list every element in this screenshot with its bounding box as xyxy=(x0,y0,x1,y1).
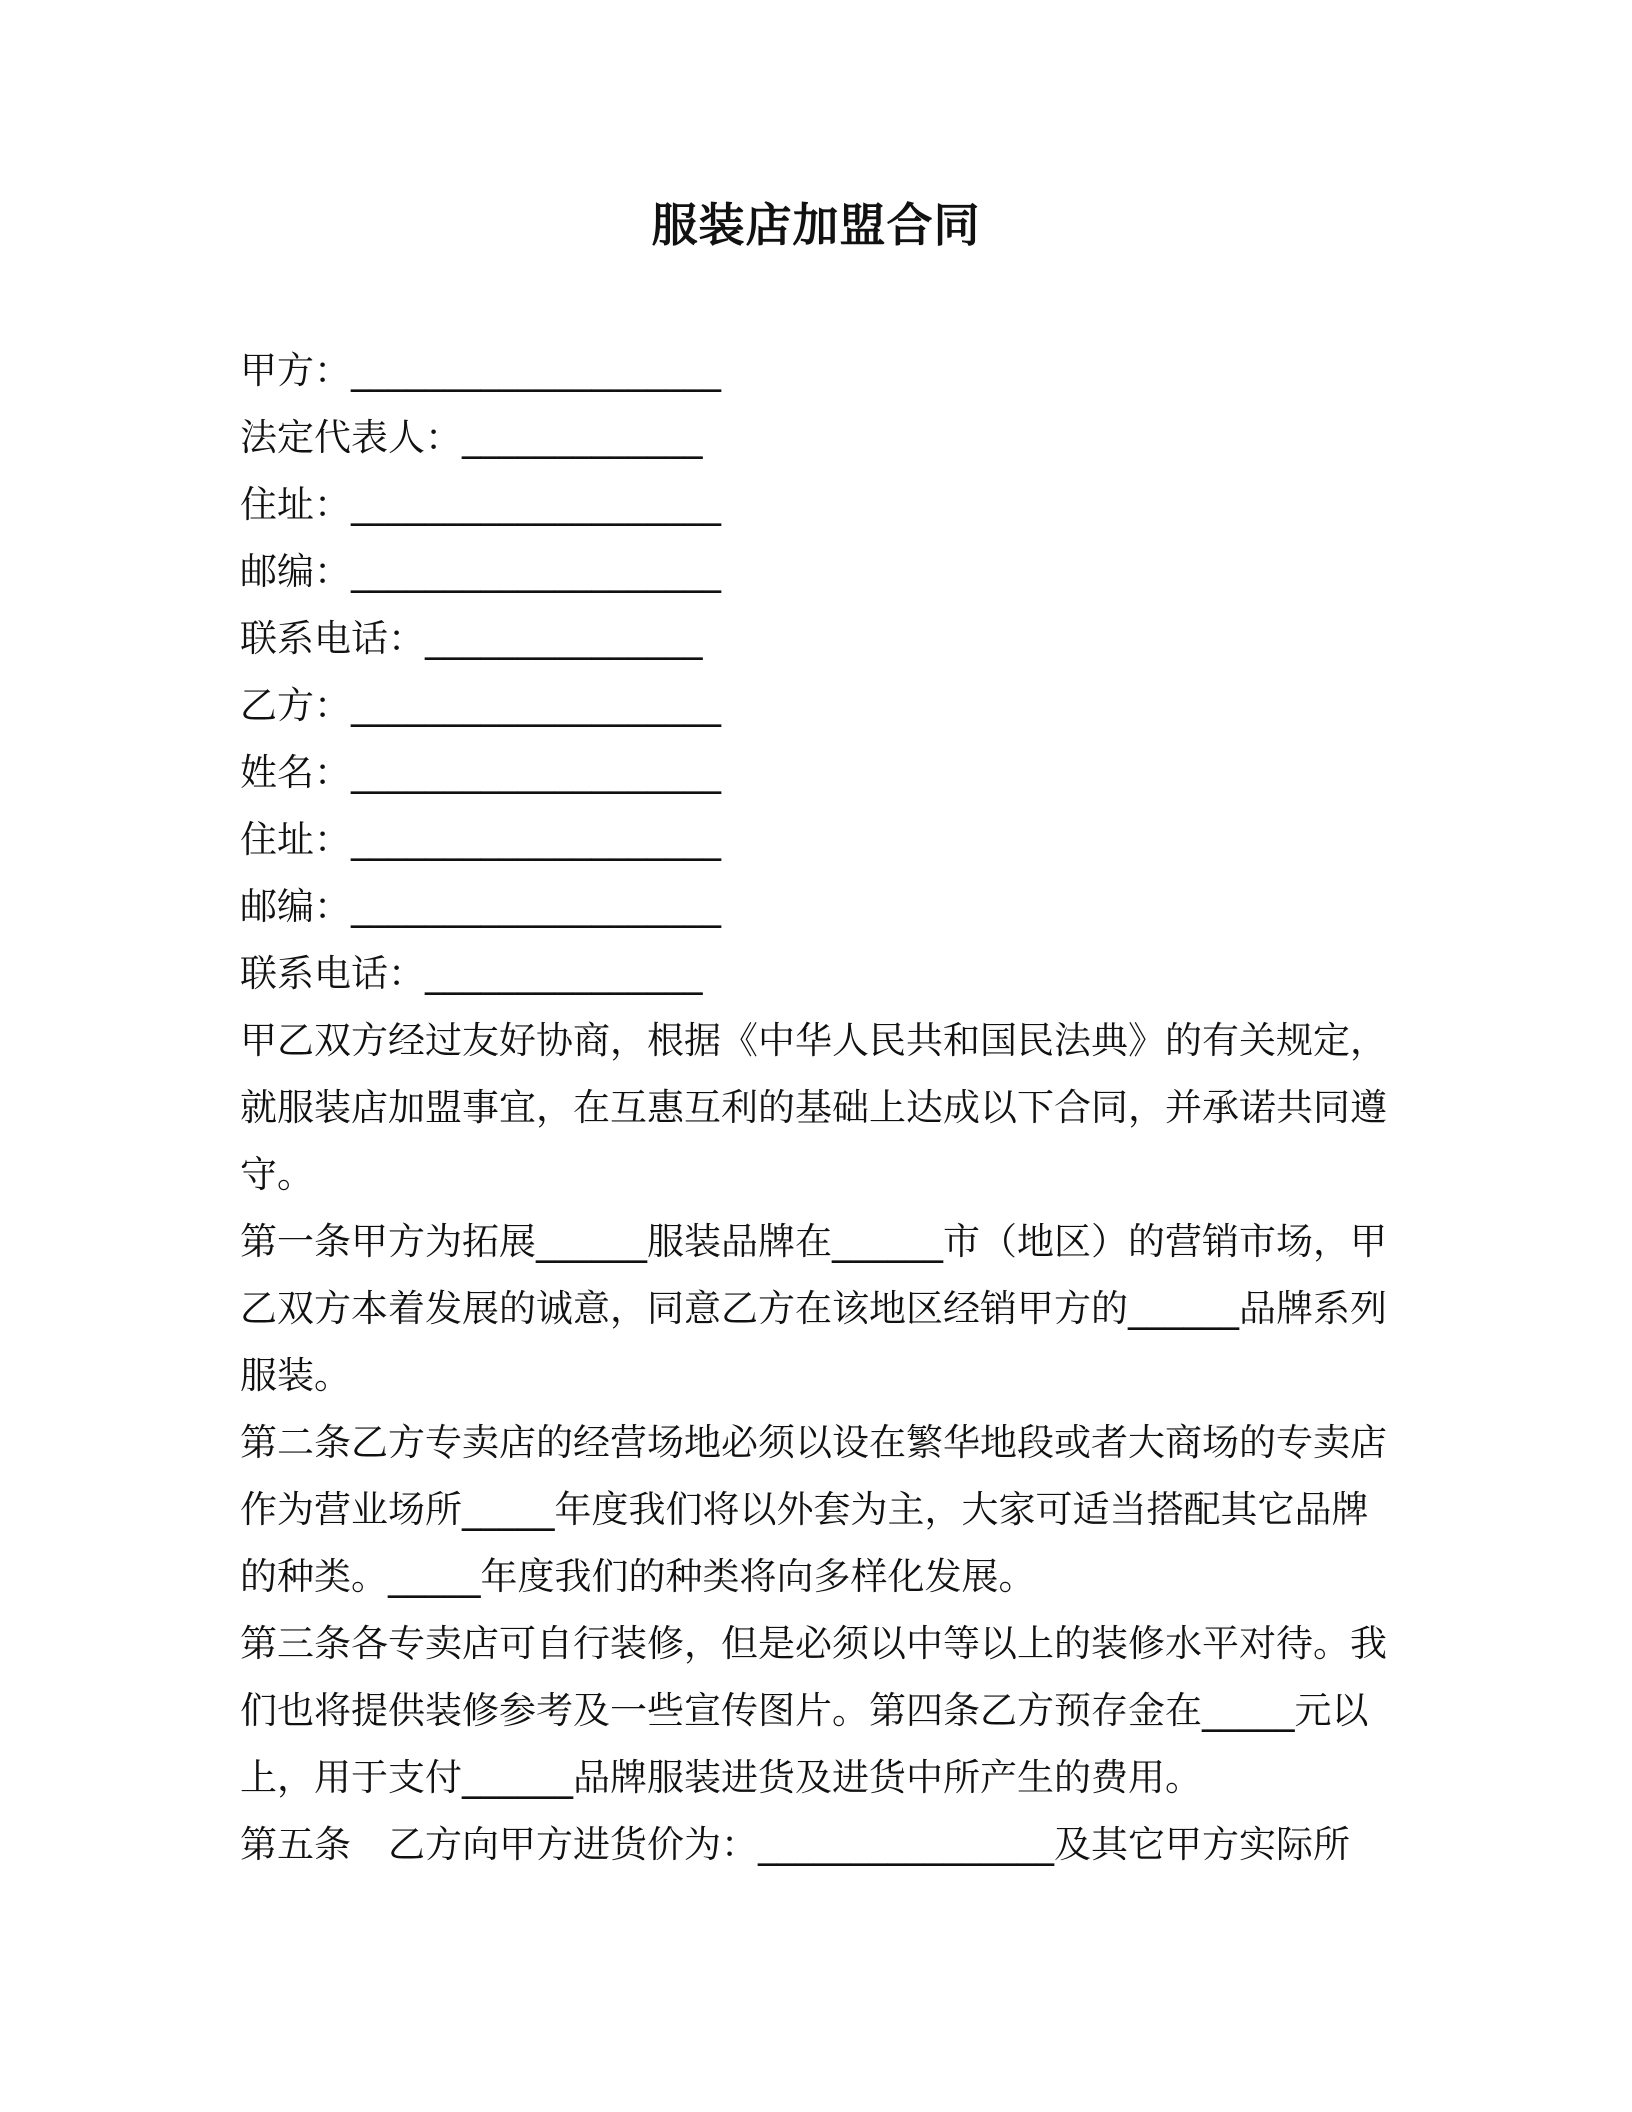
article-1: 第一条甲方为拓展______服装品牌在______市（地区）的营销市场，甲乙双方本着发展的诚意，同意乙方在该地区经销甲方的______品牌系列服装。 xyxy=(240,1220,1387,1397)
field-party-b-phone: 联系电话：_______________ xyxy=(240,952,703,995)
field-party-a-phone: 联系电话：_______________ xyxy=(240,617,703,660)
document-title: 服装店加盟合同 xyxy=(651,198,981,252)
contract-body xyxy=(240,337,1400,1878)
field-party-b: 乙方：____________________ xyxy=(240,684,721,727)
article-5: 第五条 乙方向甲方进货价为：________________及其它甲方实际所 xyxy=(240,1823,1350,1866)
field-party-b-address: 住址：____________________ xyxy=(240,818,721,861)
field-party-b-postcode: 邮编：____________________ xyxy=(240,885,721,928)
field-party-a-postcode: 邮编：____________________ xyxy=(240,550,721,593)
field-party-b-name: 姓名：____________________ xyxy=(240,751,721,794)
article-3-4: 第三条各专卖店可自行装修，但是必须以中等以上的装修水平对待。我们也将提供装修参考及一些宣传图片。第四条乙方预存金在_____元以上，用于支付______品牌服装进货及进货中所产生的费用。 xyxy=(240,1622,1387,1799)
preamble-paragraph: 甲乙双方经过友好协商，根据《中华人民共和国民法典》的有关规定，就服装店加盟事宜，在互惠互利的基础上达成以下合同，并承诺共同遵守。 xyxy=(240,1019,1387,1196)
field-party-a-address: 住址：____________________ xyxy=(240,483,721,526)
field-party-a: 甲方：____________________ xyxy=(240,349,721,392)
field-legal-representative: 法定代表人：_____________ xyxy=(240,416,703,459)
article-2: 第二条乙方专卖店的经营场地必须以设在繁华地段或者大商场的专卖店作为营业场所_____年度我们将以外套为主，大家可适当搭配其它品牌的种类。_____年度我们的种类将向多样化发展。 xyxy=(240,1421,1387,1598)
